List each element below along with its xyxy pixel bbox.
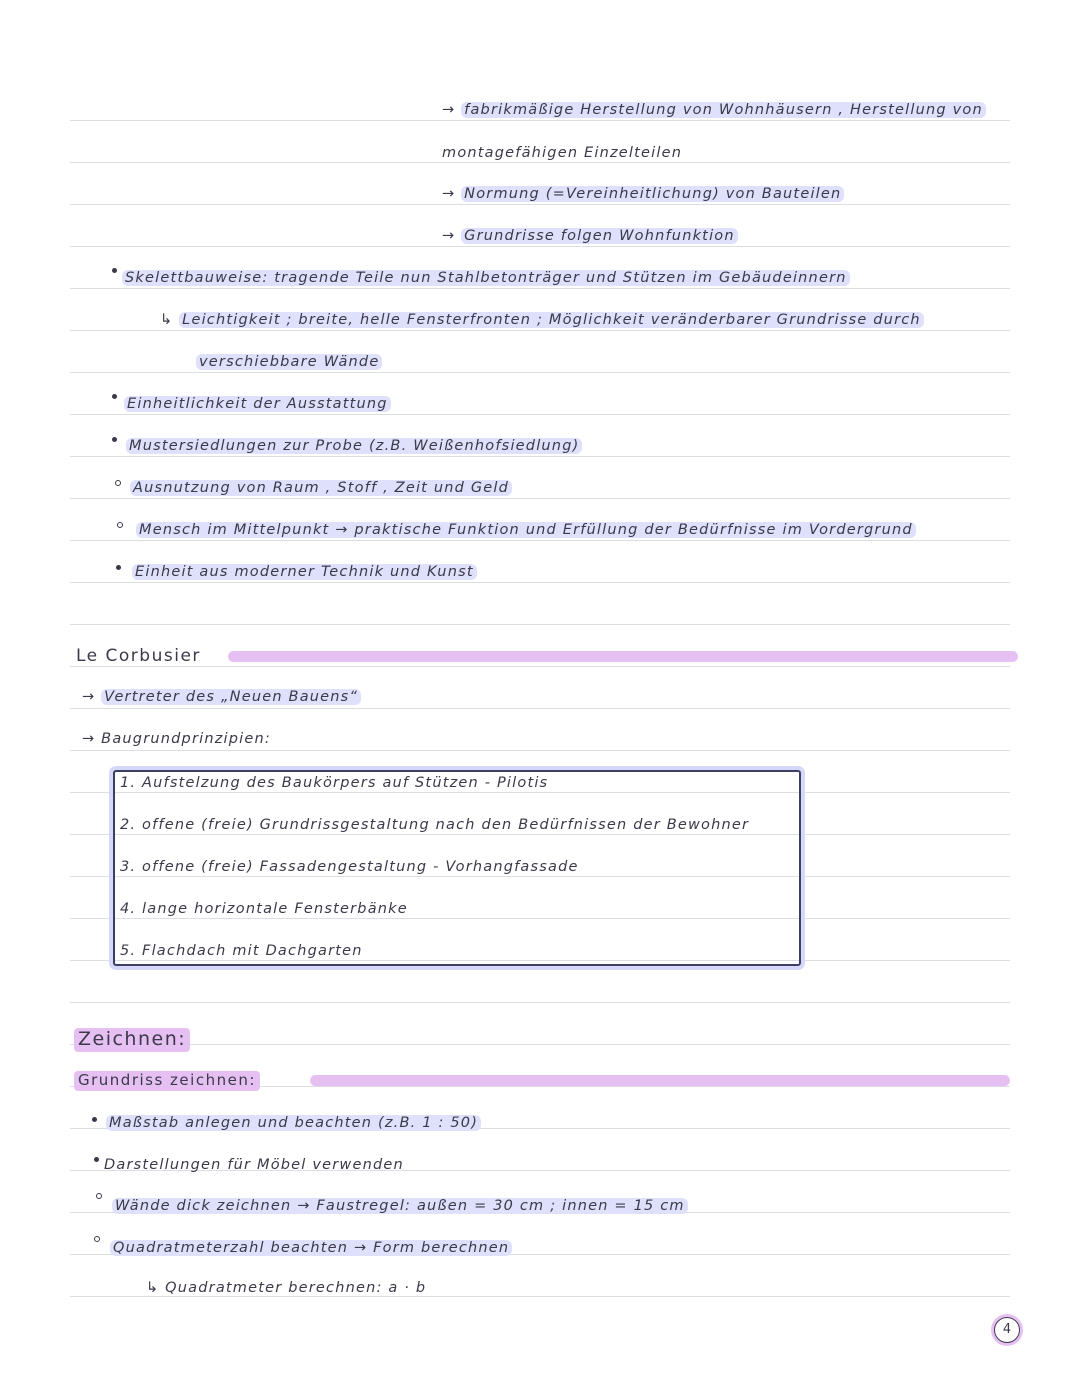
bullet-waende: Wände dick zeichnen → Faustregel: außen = 30 cm ; innen = 15 cm (112, 1198, 688, 1214)
sub-note-quadratmeter: ↳ Quadratmeter berechnen: a · b (146, 1280, 427, 1296)
bullet-mustersiedlungen: Mustersiedlungen zur Probe (z.B. Weißenhofsiedlung) (126, 438, 582, 454)
ruled-line (70, 1044, 1010, 1045)
sub-note-waende: verschiebbare Wände (196, 354, 382, 370)
ruled-line (70, 1296, 1010, 1297)
bullet-dot-icon (92, 1117, 97, 1122)
bullet-dot-icon (112, 268, 117, 273)
section-heading-zeichnen: Zeichnen: (74, 1028, 190, 1050)
bullet-dot-icon (112, 437, 117, 442)
bullet-skelettbauweise: Skelettbauweise: tragende Teile nun Stahlbetonträger und Stützen im Gebäudeinnern (122, 270, 850, 286)
arrow-right-icon: → (82, 689, 102, 705)
bullet-dot-icon (112, 394, 117, 399)
ruled-line (70, 162, 1010, 163)
ruled-line (70, 582, 1010, 583)
note-line-montage: montagefähigen Einzelteilen (442, 145, 683, 161)
ruled-line (70, 120, 1010, 121)
bullet-einheitlichkeit: Einheitlichkeit der Ausstattung (124, 396, 391, 412)
note-line-fabrik: → fabrikmäßige Herstellung von Wohnhäusern , Herstellung von (442, 102, 986, 118)
principle-item: 4. lange horizontale Fensterbänke (120, 901, 408, 917)
principle-item: 1. Aufstelzung des Baukörpers auf Stützen - Pilotis (120, 775, 549, 791)
page-number: 4 (994, 1317, 1020, 1343)
ruled-line (70, 288, 1010, 289)
subheading-highlight-bar (310, 1075, 1010, 1086)
bullet-dot-icon (116, 565, 121, 570)
arrow-right-icon: → (442, 186, 462, 202)
bullet-dot-icon (94, 1157, 99, 1162)
ruled-line (70, 540, 1010, 541)
ruled-line (70, 330, 1010, 331)
bullet-circle-icon (96, 1193, 102, 1199)
ruled-line (70, 624, 1010, 625)
note-line-grundrisse: → Grundrisse folgen Wohnfunktion (442, 228, 738, 244)
bullet-mensch: Mensch im Mittelpunkt → praktische Funktion und Erfüllung der Bedürfnisse im Vordergrund (136, 522, 916, 538)
principle-item: 2. offene (freie) Grundrissgestaltung nach den Bedürfnissen der Bewohner (120, 817, 750, 833)
return-arrow-icon: ↳ (146, 1280, 166, 1296)
note-baugrundprinzipien: → Baugrundprinzipien: (82, 731, 271, 747)
bullet-circle-icon (117, 522, 123, 528)
bullet-circle-icon (115, 480, 121, 486)
arrow-right-icon: → (442, 102, 462, 118)
principle-item: 5. Flachdach mit Dachgarten (120, 943, 363, 959)
bullet-massstab: Maßstab anlegen und beachten (z.B. 1 : 50) (106, 1115, 481, 1131)
ruled-line (70, 372, 1010, 373)
arrow-right-icon: → (82, 731, 102, 747)
note-line-normung: → Normung (=Vereinheitlichung) von Bauteilen (442, 186, 844, 202)
arrow-right-icon: → (442, 228, 462, 244)
sub-note-leichtigkeit: ↳ Leichtigkeit ; breite, helle Fensterfronten ; Möglichkeit veränderbarer Grundrisse durch (160, 312, 924, 328)
bullet-circle-icon (94, 1236, 100, 1242)
ruled-line (70, 204, 1010, 205)
ruled-line (70, 750, 1010, 751)
principle-item: 3. offene (freie) Fassadengestaltung - Vorhangfassade (120, 859, 579, 875)
return-arrow-icon: ↳ (160, 312, 180, 328)
bullet-einheit: Einheit aus moderner Technik und Kunst (132, 564, 477, 580)
note-vertreter: → Vertreter des „Neuen Bauens“ (82, 689, 361, 705)
ruled-line (70, 666, 1010, 667)
bullet-moebel: Darstellungen für Möbel verwenden (104, 1157, 404, 1173)
bullet-quadratmeter: Quadratmeterzahl beachten → Form berechnen (110, 1240, 512, 1256)
ruled-line (70, 456, 1010, 457)
heading-highlight-bar (228, 651, 1018, 662)
ruled-line (70, 498, 1010, 499)
bullet-ausnutzung: Ausnutzung von Raum , Stoff , Zeit und Geld (130, 480, 512, 496)
subheading-grundriss: Grundriss zeichnen: (74, 1071, 260, 1089)
section-heading-corbusier: Le Corbusier (76, 646, 201, 666)
ruled-line (70, 708, 1010, 709)
ruled-line (70, 246, 1010, 247)
ruled-line (70, 1002, 1010, 1003)
ruled-line (70, 414, 1010, 415)
